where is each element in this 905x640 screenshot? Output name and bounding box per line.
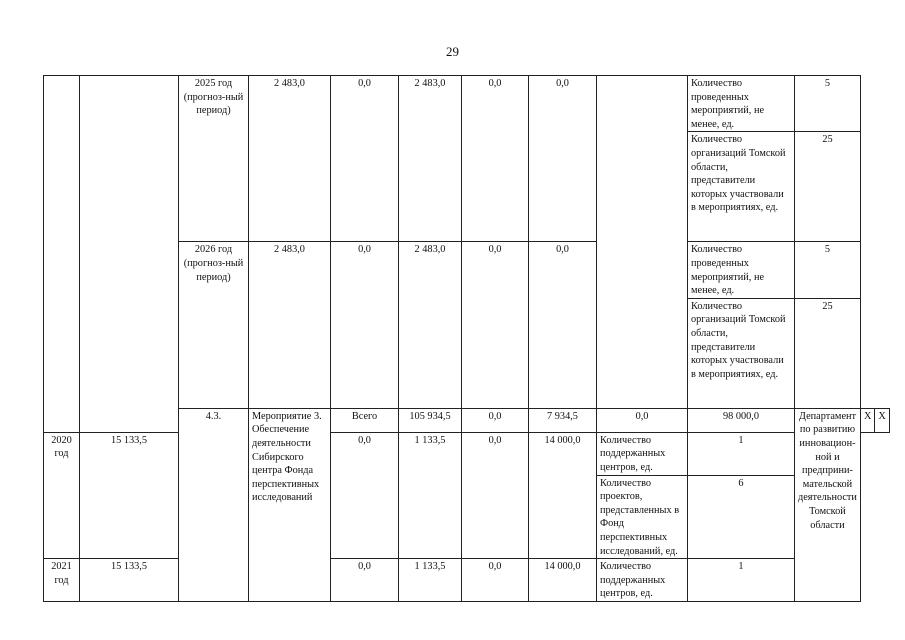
executor-cell: Департамент по развитию инновацион-ной и предприни-мательской деятельности Томской области xyxy=(795,408,861,601)
value-cell: 2 483,0 xyxy=(399,242,462,408)
indicator-name: Количество организаций Томской области, представители которых участвовали в мероприятиях, ед. xyxy=(688,298,795,408)
period-cell: 2026 год (прогноз-ный период) xyxy=(179,242,249,408)
period-cell: 2021 год xyxy=(44,559,80,602)
value-cell: 0,0 xyxy=(529,242,597,408)
period-cell: 2020 год xyxy=(44,432,80,558)
total-cell: 2 483,0 xyxy=(249,76,331,242)
indicator-value: 5 xyxy=(795,242,861,298)
value-cell: 0,0 xyxy=(462,432,529,558)
value-cell: 14 000,0 xyxy=(529,559,597,602)
value-cell: 98 000,0 xyxy=(688,408,795,432)
value-cell: 0,0 xyxy=(462,559,529,602)
value-cell: 0,0 xyxy=(462,242,529,408)
indicator-name: Количество организаций Томской области, представители которых участвовали в мероприятиях, ед. xyxy=(688,132,795,242)
executor-cell xyxy=(597,76,688,409)
value-cell: 0,0 xyxy=(331,559,399,602)
table-row xyxy=(44,432,890,475)
indicator-value: 1 xyxy=(688,559,795,602)
value-cell: 0,0 xyxy=(331,432,399,558)
indicator-value: 1 xyxy=(688,432,795,475)
total-cell: 105 934,5 xyxy=(399,408,462,432)
table-row xyxy=(44,559,890,602)
indicator-name: Количество поддержанных центров, ед. xyxy=(597,559,688,602)
value-cell: 7 934,5 xyxy=(529,408,597,432)
indicator-name: Количество проведенных мероприятий, не менее, ед. xyxy=(688,242,795,298)
indicator-name: Х xyxy=(860,408,874,432)
indicator-value: 5 xyxy=(795,76,861,132)
indicator-value: 6 xyxy=(688,475,795,559)
indicator-name: Количество проведенных мероприятий, не менее, ед. xyxy=(688,76,795,132)
indicator-value: 25 xyxy=(795,132,861,242)
value-cell: 2 483,0 xyxy=(399,76,462,242)
value-cell: 0,0 xyxy=(462,408,529,432)
indicator-name: Количество поддержанных центров, ед. xyxy=(597,432,688,475)
indicator-name: Количество проектов, представленных в Фонд перспективных исследований, ед. xyxy=(597,475,688,559)
period-cell: Всего xyxy=(331,408,399,432)
number-cell xyxy=(44,76,80,433)
value-cell: 1 133,5 xyxy=(399,432,462,558)
value-cell: 0,0 xyxy=(462,76,529,242)
program-table xyxy=(43,75,890,602)
indicator-value: 25 xyxy=(795,298,861,408)
value-cell: 0,0 xyxy=(331,76,399,242)
period-cell: 2025 год (прогноз-ный период) xyxy=(179,76,249,242)
value-cell: 14 000,0 xyxy=(529,432,597,558)
value-cell: 0,0 xyxy=(529,76,597,242)
value-cell: 1 133,5 xyxy=(399,559,462,602)
total-cell: 2 483,0 xyxy=(249,242,331,408)
table-row xyxy=(44,76,890,132)
total-cell: 15 133,5 xyxy=(80,432,179,558)
section-number: 4.3. xyxy=(179,408,249,601)
value-cell: 0,0 xyxy=(331,242,399,408)
value-cell: 0,0 xyxy=(597,408,688,432)
page-number: 29 xyxy=(446,44,459,59)
title-cell xyxy=(80,76,179,433)
indicator-value: Х xyxy=(875,408,889,432)
total-cell: 15 133,5 xyxy=(80,559,179,602)
section-title: Мероприятие 3. Обеспечение деятельности Сибирского центра Фонда перспективных исследований xyxy=(249,408,331,601)
